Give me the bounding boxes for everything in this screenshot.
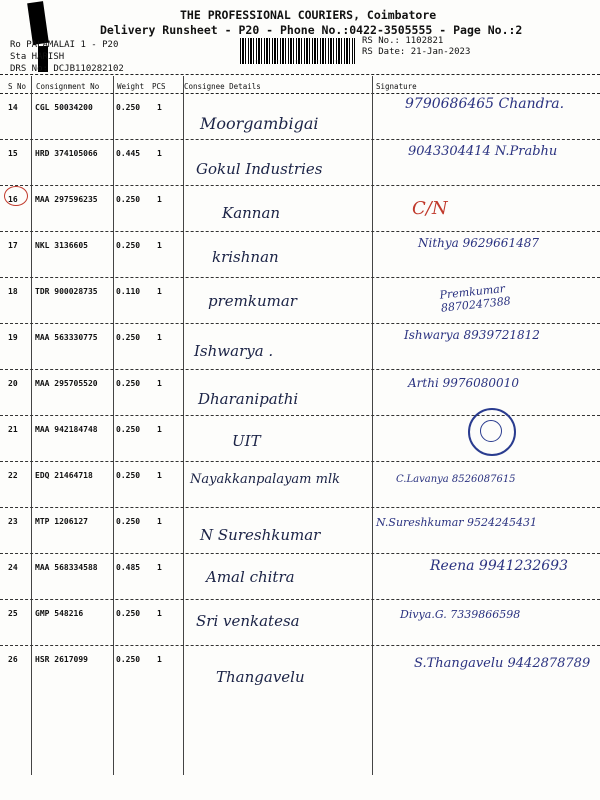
col-sno: S No: [8, 82, 27, 91]
table-row: [0, 646, 600, 692]
consignee-name: N Sureshkumar: [200, 526, 321, 544]
weight-value: 0.250: [116, 609, 141, 618]
pcs-value: 1: [157, 425, 162, 434]
weight-value: 0.250: [116, 333, 141, 342]
consignee-name: Amal chitra: [206, 568, 295, 586]
consignment-number: MAA 563330775: [35, 333, 98, 342]
consignment-number: TDR 900028735: [35, 287, 98, 296]
consignment-number: MAA 295705520: [35, 379, 98, 388]
consignee-name: Kannan: [222, 204, 281, 222]
pcs-value: 1: [157, 241, 162, 250]
pcs-value: 1: [157, 563, 162, 572]
weight-value: 0.250: [116, 655, 141, 664]
stamp-inner-ring: [480, 420, 502, 442]
serial-number: 15: [8, 149, 18, 158]
serial-number: 26: [8, 655, 18, 664]
pcs-value: 1: [157, 655, 162, 664]
table-row: [0, 370, 600, 416]
serial-number: 18: [8, 287, 18, 296]
consignee-name: Nayakkanpalayam mlk: [190, 472, 340, 487]
pcs-value: 1: [157, 103, 162, 112]
recipient-signature: Ishwarya 8939721812: [404, 328, 540, 342]
header-divider: [0, 74, 600, 75]
route-label: Ro PALAMALAI 1 - P20: [10, 40, 119, 50]
consignee-name: Sri venkatesa: [196, 612, 300, 630]
runsheet-header: [0, 0, 600, 80]
col-weight: Weight: [117, 82, 145, 91]
serial-number: 21: [8, 425, 18, 434]
drs-number: DRS No: DCJB110282102: [10, 64, 124, 74]
recipient-signature: N.Sureshkumar 9524245431: [376, 516, 538, 529]
consignment-number: CGL 50034200: [35, 103, 93, 112]
weight-value: 0.250: [116, 195, 141, 204]
consignee-name: krishnan: [212, 248, 279, 266]
table-row: [0, 140, 600, 186]
consignment-number: HSR 2617099: [35, 655, 88, 664]
weight-value: 0.485: [116, 563, 141, 572]
table-row: [0, 508, 600, 554]
consignee-name: premkumar: [208, 292, 297, 310]
col-consignee: Consignee Details: [184, 82, 261, 91]
consignment-number: NKL 3136605: [35, 241, 88, 250]
consignment-number: MAA 942184748: [35, 425, 98, 434]
pcs-value: 1: [157, 609, 162, 618]
weight-value: 0.250: [116, 425, 141, 434]
col-signature: Signature: [376, 82, 417, 91]
recipient-signature: Nithya 9629661487: [418, 236, 539, 250]
pcs-value: 1: [157, 149, 162, 158]
serial-number: 20: [8, 379, 18, 388]
col-consignment: Consignment No: [36, 82, 100, 91]
consignment-number: MAA 297596235: [35, 195, 98, 204]
table-row: [0, 554, 600, 600]
table-row: [0, 462, 600, 508]
circled-row-mark: [4, 186, 28, 206]
consignee-name: UIT: [232, 432, 261, 450]
recipient-signature: 9790686465 Chandra.: [405, 96, 565, 112]
consignment-number: EDQ 21464718: [35, 471, 93, 480]
staff-label: Sta HARISH: [10, 52, 65, 62]
weight-value: 0.250: [116, 517, 141, 526]
consignee-name: Moorgambigai: [200, 114, 319, 133]
weight-value: 0.250: [116, 241, 141, 250]
consignment-number: MTP 1206127: [35, 517, 88, 526]
recipient-signature: S.Thangavelu 9442878789: [414, 656, 591, 671]
rs-date: RS Date: 21-Jan-2023: [362, 47, 471, 57]
weight-value: 0.250: [116, 471, 141, 480]
table-row: [0, 232, 600, 278]
table-row: [0, 278, 600, 324]
consignment-number: MAA 568334588: [35, 563, 98, 572]
weight-value: 0.250: [116, 379, 141, 388]
redaction-mark: [27, 1, 49, 45]
serial-number: 22: [8, 471, 18, 480]
table-row: [0, 186, 600, 232]
runsheet-title: Delivery Runsheet - P20 - Phone No.:0422-3505555 - Page No.:2: [100, 23, 523, 37]
consignee-name: Thangavelu: [216, 668, 305, 686]
pcs-value: 1: [157, 287, 162, 296]
serial-number: 17: [8, 241, 18, 250]
recipient-signature: 9043304414 N.Prabhu: [408, 144, 558, 159]
company-name: THE PROFESSIONAL COURIERS, Coimbatore: [180, 8, 437, 22]
consignment-number: HRD 374105066: [35, 149, 98, 158]
serial-number: 14: [8, 103, 18, 112]
consignment-number: GMP 548216: [35, 609, 84, 618]
pcs-value: 1: [157, 379, 162, 388]
consignee-name: Gokul Industries: [196, 160, 323, 178]
table-row: [0, 600, 600, 646]
table-row: [0, 324, 600, 370]
col-pcs: PCS: [152, 82, 166, 91]
pcs-value: 1: [157, 517, 162, 526]
delivery-stamp: [468, 408, 516, 456]
serial-number: 25: [8, 609, 18, 618]
serial-number: 24: [8, 563, 18, 572]
weight-value: 0.445: [116, 149, 141, 158]
serial-number: 23: [8, 517, 18, 526]
recipient-signature: C/N: [412, 198, 448, 219]
consignee-name: Ishwarya .: [194, 342, 274, 360]
pcs-value: 1: [157, 471, 162, 480]
rs-number: RS No.: 1102821: [362, 36, 444, 46]
weight-value: 0.110: [116, 287, 141, 296]
serial-number: 19: [8, 333, 18, 342]
pcs-value: 1: [157, 195, 162, 204]
recipient-signature: C.Lavanya 8526087615: [396, 474, 516, 485]
recipient-signature: Reena 9941232693: [430, 558, 568, 574]
serial-number: 16: [8, 195, 18, 204]
weight-value: 0.250: [116, 103, 141, 112]
recipient-signature: Arthi 9976080010: [408, 376, 519, 390]
pcs-value: 1: [157, 333, 162, 342]
table-row: [0, 94, 600, 140]
barcode: [240, 38, 355, 64]
recipient-signature: Premkumar 8870247388: [438, 282, 512, 315]
consignee-name: Dharanipathi: [198, 390, 299, 408]
recipient-signature: Divya.G. 7339866598: [400, 608, 521, 621]
